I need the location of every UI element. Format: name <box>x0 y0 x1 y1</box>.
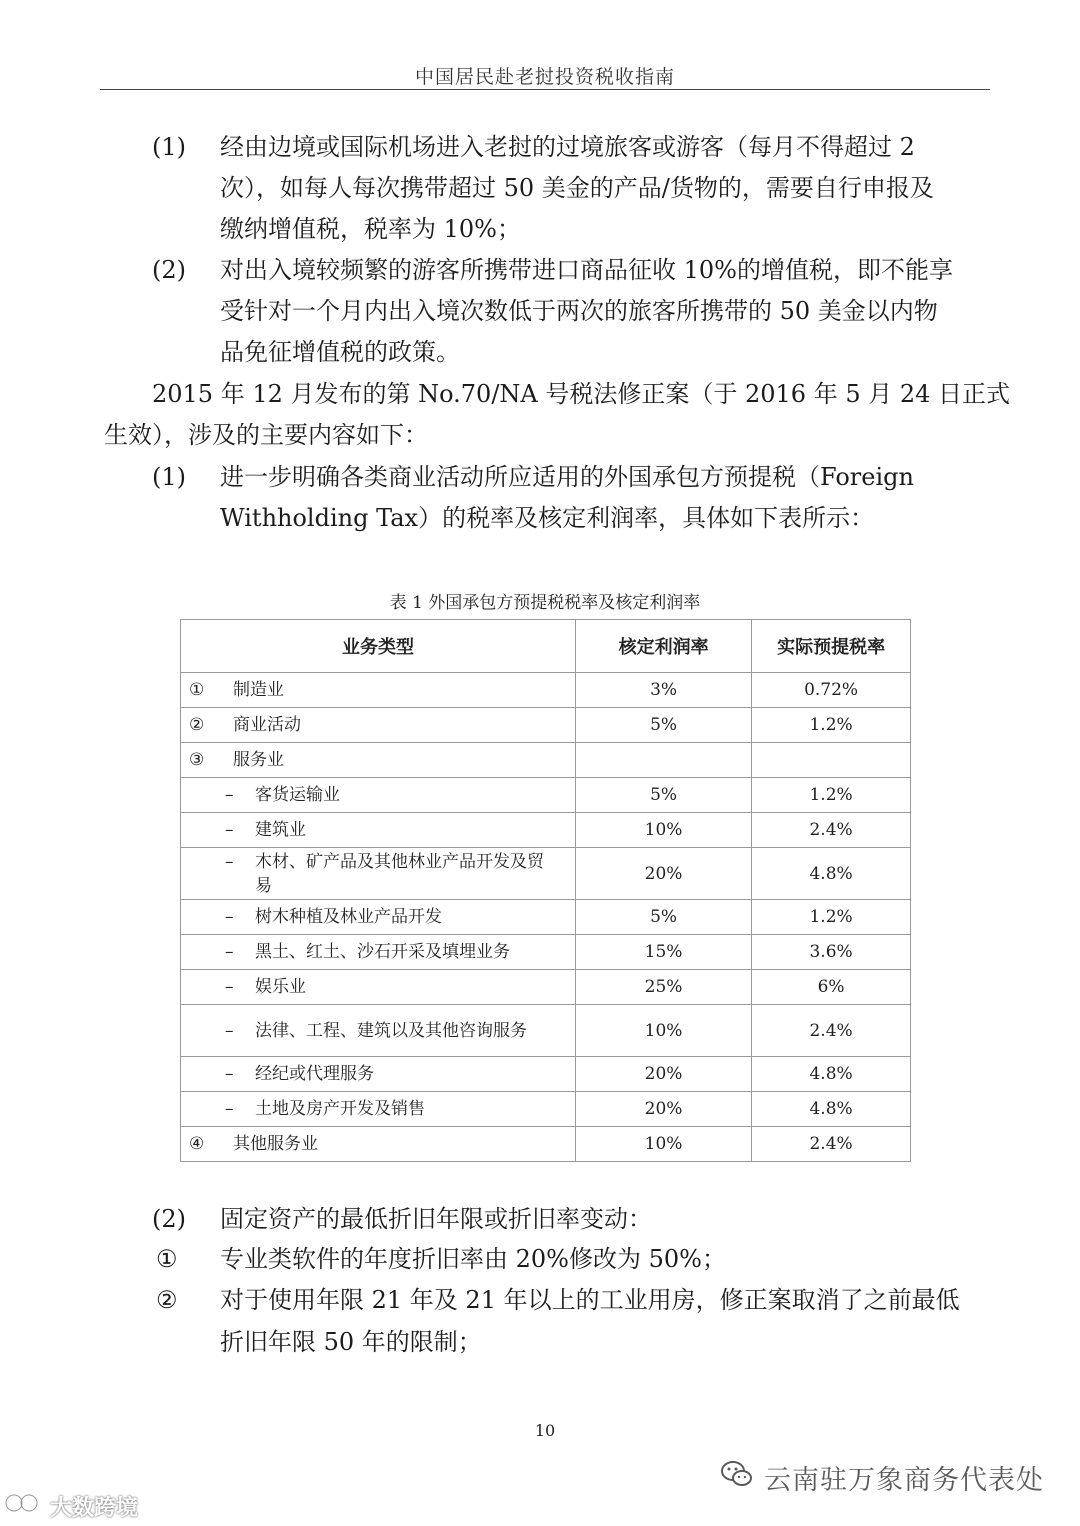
row-profit: 5% <box>576 778 752 813</box>
row-label: 黑土、红土、沙石开采及填埋业务 <box>255 942 510 962</box>
row-tax: 3.6% <box>752 935 911 970</box>
item-1-line-2: 次），如每人每次携带超过 50 美金的产品/货物的，需要自行申报及 <box>220 174 934 202</box>
withholding-tax-table <box>180 619 911 1162</box>
row-profit: 10% <box>576 1005 752 1057</box>
row-marker: – <box>225 977 234 997</box>
sub-2-marker: ② <box>156 1286 178 1314</box>
item-2-line-3: 品免征增值税的政策。 <box>220 338 460 366</box>
row-profit: 15% <box>576 935 752 970</box>
item-3-marker: (1) <box>152 463 186 491</box>
item-1-line-1: 经由边境或国际机场进入老挝的过境旅客或游客（每月不得超过 2 <box>220 133 915 161</box>
table-row <box>181 813 911 848</box>
row-profit: 20% <box>576 848 752 900</box>
sub-1-text: 专业类软件的年度折旧率由 20%修改为 50%； <box>220 1245 726 1273</box>
intro-line-1: 2015 年 12 月发布的第 No.70/NA 号税法修正案（于 2016 年 5 月 24 日正式 <box>152 380 1011 408</box>
item-3-line-1: 进一步明确各类商业活动所应适用的外国承包方预提税（Foreign <box>220 463 914 491</box>
header-profit-rate: 核定利润率 <box>576 620 752 673</box>
row-marker: – <box>225 1064 234 1084</box>
watermark-right-text: 云南驻万象商务代表处 <box>764 1465 1044 1496</box>
row-marker: – <box>225 1099 234 1119</box>
row-profit: 10% <box>576 1127 752 1162</box>
row-label: 其他服务业 <box>233 1134 318 1154</box>
table-row <box>181 673 911 708</box>
sub-2-line-2: 折旧年限 50 年的限制； <box>220 1328 482 1356</box>
header-business-type: 业务类型 <box>181 620 576 673</box>
page-number: 10 <box>534 1421 556 1440</box>
row-label: 土地及房产开发及销售 <box>255 1099 425 1119</box>
row-tax: 1.2% <box>752 778 911 813</box>
row-tax: 1.2% <box>752 708 911 743</box>
row-marker: ③ <box>189 750 205 770</box>
row-label: 商业活动 <box>233 715 301 735</box>
row-profit: 3% <box>576 673 752 708</box>
row-marker: – <box>225 785 234 805</box>
table-row <box>181 900 911 935</box>
table-row <box>181 708 911 743</box>
row-marker: ④ <box>189 1134 205 1154</box>
watermark-left-text: 大数跨境 <box>50 1495 139 1521</box>
row-tax: 4.8% <box>752 1057 911 1092</box>
watermark-left <box>4 1490 138 1522</box>
brand-logo-icon <box>4 1490 44 1522</box>
row-tax: 6% <box>752 970 911 1005</box>
item-2-marker: (2) <box>152 256 186 284</box>
item-4-text: 固定资产的最低折旧年限或折旧率变动： <box>220 1205 652 1233</box>
row-profit: 20% <box>576 1057 752 1092</box>
item-4-marker: (2) <box>152 1205 186 1233</box>
table-row <box>181 1092 911 1127</box>
item-2-line-1: 对出入境较频繁的游客所携带进口商品征收 10%的增值税，即不能享 <box>220 256 953 284</box>
sub-2-line-1: 对于使用年限 21 年及 21 年以上的工业用房，修正案取消了之前最低 <box>220 1286 960 1314</box>
row-tax: 4.8% <box>752 1092 911 1127</box>
table-row <box>181 970 911 1005</box>
row-tax: 2.4% <box>752 1127 911 1162</box>
row-profit: 25% <box>576 970 752 1005</box>
header-tax-rate: 实际预提税率 <box>752 620 911 673</box>
table-row <box>181 743 911 778</box>
header-rule <box>100 89 990 90</box>
row-label: 客货运输业 <box>255 785 340 805</box>
row-tax: 2.4% <box>752 1005 911 1057</box>
table-header-row <box>181 620 911 673</box>
row-label: 法律、工程、建筑以及其他咨询服务 <box>255 1020 527 1041</box>
row-tax: 4.8% <box>752 848 911 900</box>
row-profit: 20% <box>576 1092 752 1127</box>
row-marker: ① <box>189 680 205 700</box>
table-row <box>181 778 911 813</box>
item-1-marker: (1) <box>152 133 186 161</box>
row-label: 木材、矿产品及其他林业产品开发及贸易 <box>255 851 544 896</box>
row-tax: 0.72% <box>752 673 911 708</box>
row-tax <box>752 743 911 778</box>
row-marker: – <box>225 907 234 927</box>
row-label: 建筑业 <box>255 820 306 840</box>
row-profit <box>576 743 752 778</box>
row-label: 服务业 <box>233 750 284 770</box>
row-marker: – <box>225 851 234 872</box>
row-label: 娱乐业 <box>255 977 306 997</box>
sub-1-marker: ① <box>156 1245 178 1273</box>
intro-line-2: 生效），涉及的主要内容如下： <box>104 421 428 449</box>
running-header: 中国居民赴老挝投资税收指南 <box>414 66 675 88</box>
row-tax: 2.4% <box>752 813 911 848</box>
row-label: 制造业 <box>233 680 284 700</box>
item-1-line-3: 缴纳增值税，税率为 10%； <box>220 215 521 243</box>
item-2-line-2: 受针对一个月内出入境次数低于两次的旅客所携带的 50 美金以内物 <box>220 297 938 325</box>
watermark-right <box>720 1458 1044 1497</box>
table-caption: 表 1 外国承包方预提税税率及核定利润率 <box>389 593 701 613</box>
wechat-icon <box>720 1459 754 1496</box>
item-3-line-2: Withholding Tax）的税率及核定利润率，具体如下表所示： <box>220 504 875 532</box>
row-profit: 10% <box>576 813 752 848</box>
table-row <box>181 1057 911 1092</box>
row-tax: 1.2% <box>752 900 911 935</box>
row-label: 经纪或代理服务 <box>255 1064 374 1084</box>
row-profit: 5% <box>576 900 752 935</box>
table-row <box>181 935 911 970</box>
table-row <box>181 848 911 900</box>
table-row <box>181 1005 911 1057</box>
row-profit: 5% <box>576 708 752 743</box>
table-row <box>181 1127 911 1162</box>
row-marker: – <box>225 942 234 962</box>
row-label: 树木种植及林业产品开发 <box>255 907 442 927</box>
row-marker: ② <box>189 715 205 735</box>
row-marker: – <box>225 1020 234 1041</box>
row-marker: – <box>225 820 234 840</box>
